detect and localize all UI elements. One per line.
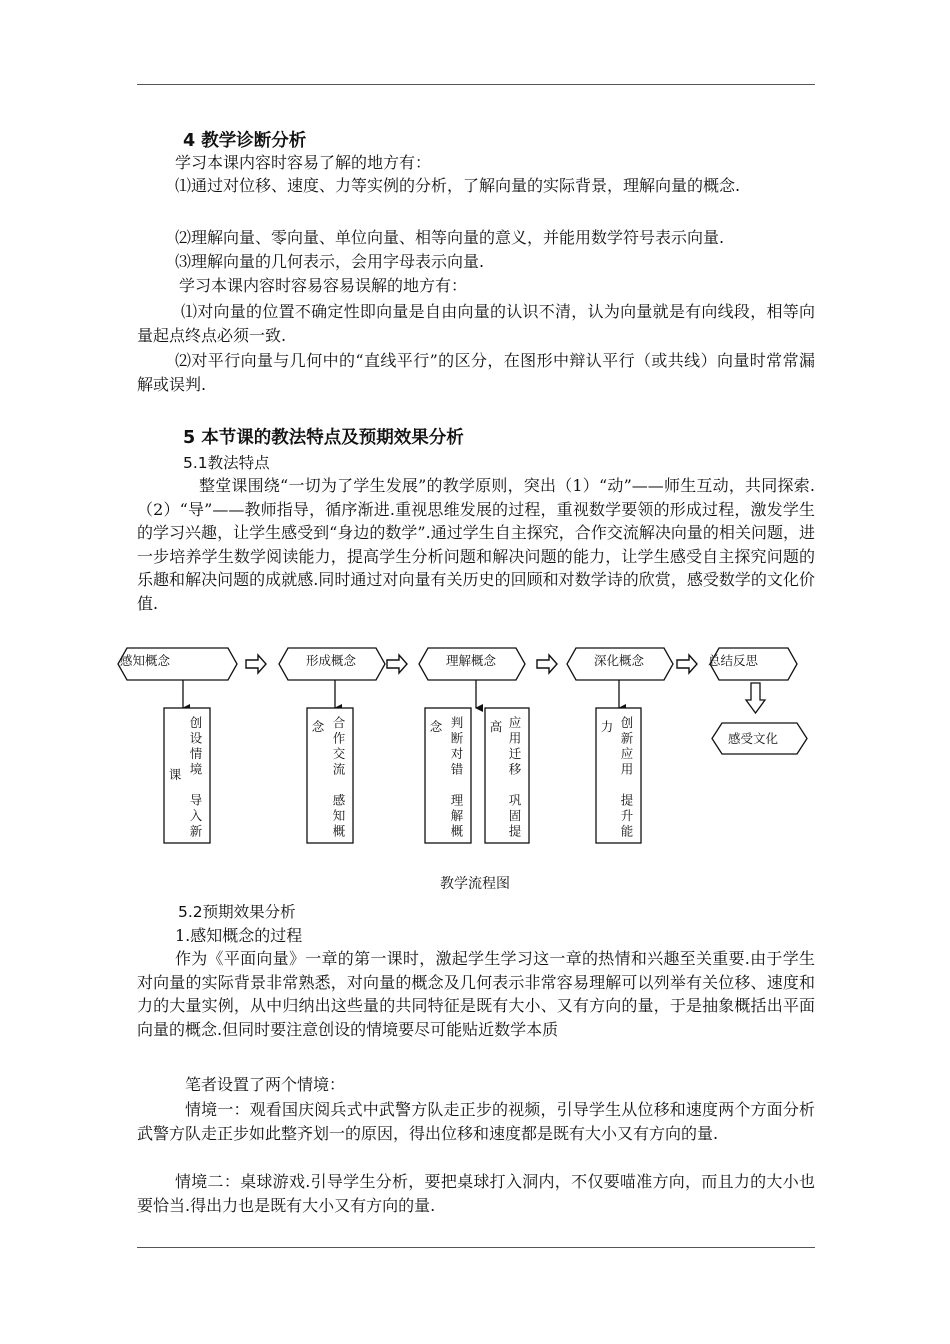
section4-item3: ⑶理解向量的几何表示，会用字母表示向量. xyxy=(175,252,485,271)
activity-char: 境 xyxy=(189,761,203,777)
activity-char: 错 xyxy=(450,761,464,777)
activity-char: 情 xyxy=(189,746,203,761)
activity-char: 判 xyxy=(450,715,464,730)
activity-char: 理 xyxy=(450,792,464,808)
section4-item2: ⑵理解向量、零向量、单位向量、相等向量的意义，并能用数学符号表示向量. xyxy=(175,228,725,247)
activity-char: 移 xyxy=(508,761,522,777)
next-arrow xyxy=(246,655,266,673)
activity-char: 用 xyxy=(508,730,522,746)
activity-side-char: 高 xyxy=(489,719,503,734)
activity-char: 固 xyxy=(508,808,522,823)
section5-para1: 整堂课围绕“一切为了学生发展”的教学原则，突出（1）“动”——师生互动，共同探索.（2）“导”——教师指导，循序渐进.重视思维发展的过程，重视数学要领的形成过程，激发学生的学习兴趣，让学生感受到“身边的数学”.通过学生自主探究，合作交流解决向量的相关问题，进一步培养学生数学阅读能力，提高学生分析问题和解决问题的能力，让学生感受自主探究问题的乐趣和解决问题的成就感.同时通过对向量有关历史的回顾和对数学诗的欣赏，感受数学的文化价值. xyxy=(137,476,815,613)
flowchart-caption: 教学流程图 xyxy=(440,876,510,892)
activity-char: 新 xyxy=(189,823,203,839)
section4-heading: 4 教学诊断分析 xyxy=(183,131,307,151)
section5-sub1: 5.1教法特点 xyxy=(183,454,270,472)
activity-char: 断 xyxy=(450,730,464,746)
activity-char: 能 xyxy=(620,823,634,839)
activity-side-char: 力 xyxy=(600,719,614,734)
section4-intro2: 学习本课内容时容易容易误解的地方有： xyxy=(179,276,468,295)
stage-label: 深化概念 xyxy=(594,653,645,668)
section5-heading: 5 本节课的教法特点及预期效果分析 xyxy=(183,428,464,448)
section5-para3: 笔者设置了两个情境： xyxy=(185,1075,346,1094)
stage-label: 感知概念 xyxy=(120,653,171,668)
activity-char: 用 xyxy=(620,761,634,777)
stage-label: 理解概念 xyxy=(446,653,497,668)
activity-char: 合 xyxy=(332,715,346,730)
next-arrow xyxy=(387,655,407,673)
activity-char: 提 xyxy=(508,823,522,839)
section5-sub2: 5.2预期效果分析 xyxy=(178,903,296,921)
activity-char: 交 xyxy=(332,746,346,761)
section4-intro: 学习本课内容时容易了解的地方有： xyxy=(175,153,432,172)
down-hollow-arrow xyxy=(746,683,765,713)
activity-char: 对 xyxy=(450,746,464,761)
section4-err2: ⑵对平行向量与几何中的“直线平行”的区分，在图形中辩认平行（或共线）向量时常常漏解或误判. xyxy=(137,351,815,394)
section4-item1: ⑴通过对位移、速度、力等实例的分析，了解向量的实际背景，理解向量的概念. xyxy=(175,176,741,195)
activity-char: 应 xyxy=(620,746,634,761)
activity-char: 应 xyxy=(508,715,522,730)
stage-label: 形成概念 xyxy=(306,653,357,668)
activity-side-char: 念 xyxy=(429,719,443,734)
activity-char: 入 xyxy=(189,808,203,823)
activity-char: 升 xyxy=(620,808,634,823)
section5-para5: 情境二：桌球游戏.引导学生分析，要把桌球打入洞内，不仅要喵准方向，而且力的大小也要恰当.得出力也是既有大小又有方向的量. xyxy=(137,1172,815,1215)
activity-char: 设 xyxy=(189,730,203,746)
activity-char: 知 xyxy=(332,808,346,823)
activity-char: 巩 xyxy=(508,792,522,808)
activity-char: 提 xyxy=(620,792,634,808)
next-arrow xyxy=(537,655,557,673)
activity-side-char: 念 xyxy=(311,719,325,734)
section5-step1: 1.感知概念的过程 xyxy=(175,926,303,945)
activity-char: 解 xyxy=(450,808,464,823)
activity-char: 创 xyxy=(189,715,203,730)
activity-char: 感 xyxy=(332,792,346,808)
activity-char: 概 xyxy=(332,823,346,839)
next-arrow xyxy=(677,655,697,673)
activity-char: 创 xyxy=(620,715,634,730)
culture-label: 感受文化 xyxy=(728,731,779,746)
section5-para4: 情境一：观看国庆阅兵式中武警方队走正步的视频，引导学生从位移和速度两个方面分析武警方队走正步如此整齐划一的原因，得出位移和速度都是既有大小又有方向的量. xyxy=(137,1100,815,1143)
activity-char: 迁 xyxy=(508,746,522,761)
section5-para2: 作为《平面向量》一章的第一课时，激起学生学习这一章的热情和兴趣至关重要.由于学生对向量的实际背景非常熟悉，对向量的概念及几何表示非常容易理解可以列举有关位移、速度和力的大量实例，从中归纳出这些量的共同特征是既有大小、又有方向的量，于是抽象概括出平面向量的概念.但同时要注意创设的情境要尽可能贴近数学本质 xyxy=(137,949,815,1039)
stage-label: 总结反思 xyxy=(708,653,759,668)
section4-err1: ⑴对向量的位置不确定性即向量是自由向量的认识不清，认为向量就是有向线段，相等向量起点终点必须一致. xyxy=(137,302,815,345)
activity-char: 概 xyxy=(450,823,464,839)
activity-side-char: 课 xyxy=(168,767,182,782)
activity-char: 导 xyxy=(189,792,203,808)
footer-rule xyxy=(137,1247,815,1248)
activity-char: 新 xyxy=(620,730,634,746)
activity-char: 流 xyxy=(332,761,346,777)
activity-char: 作 xyxy=(332,730,346,746)
